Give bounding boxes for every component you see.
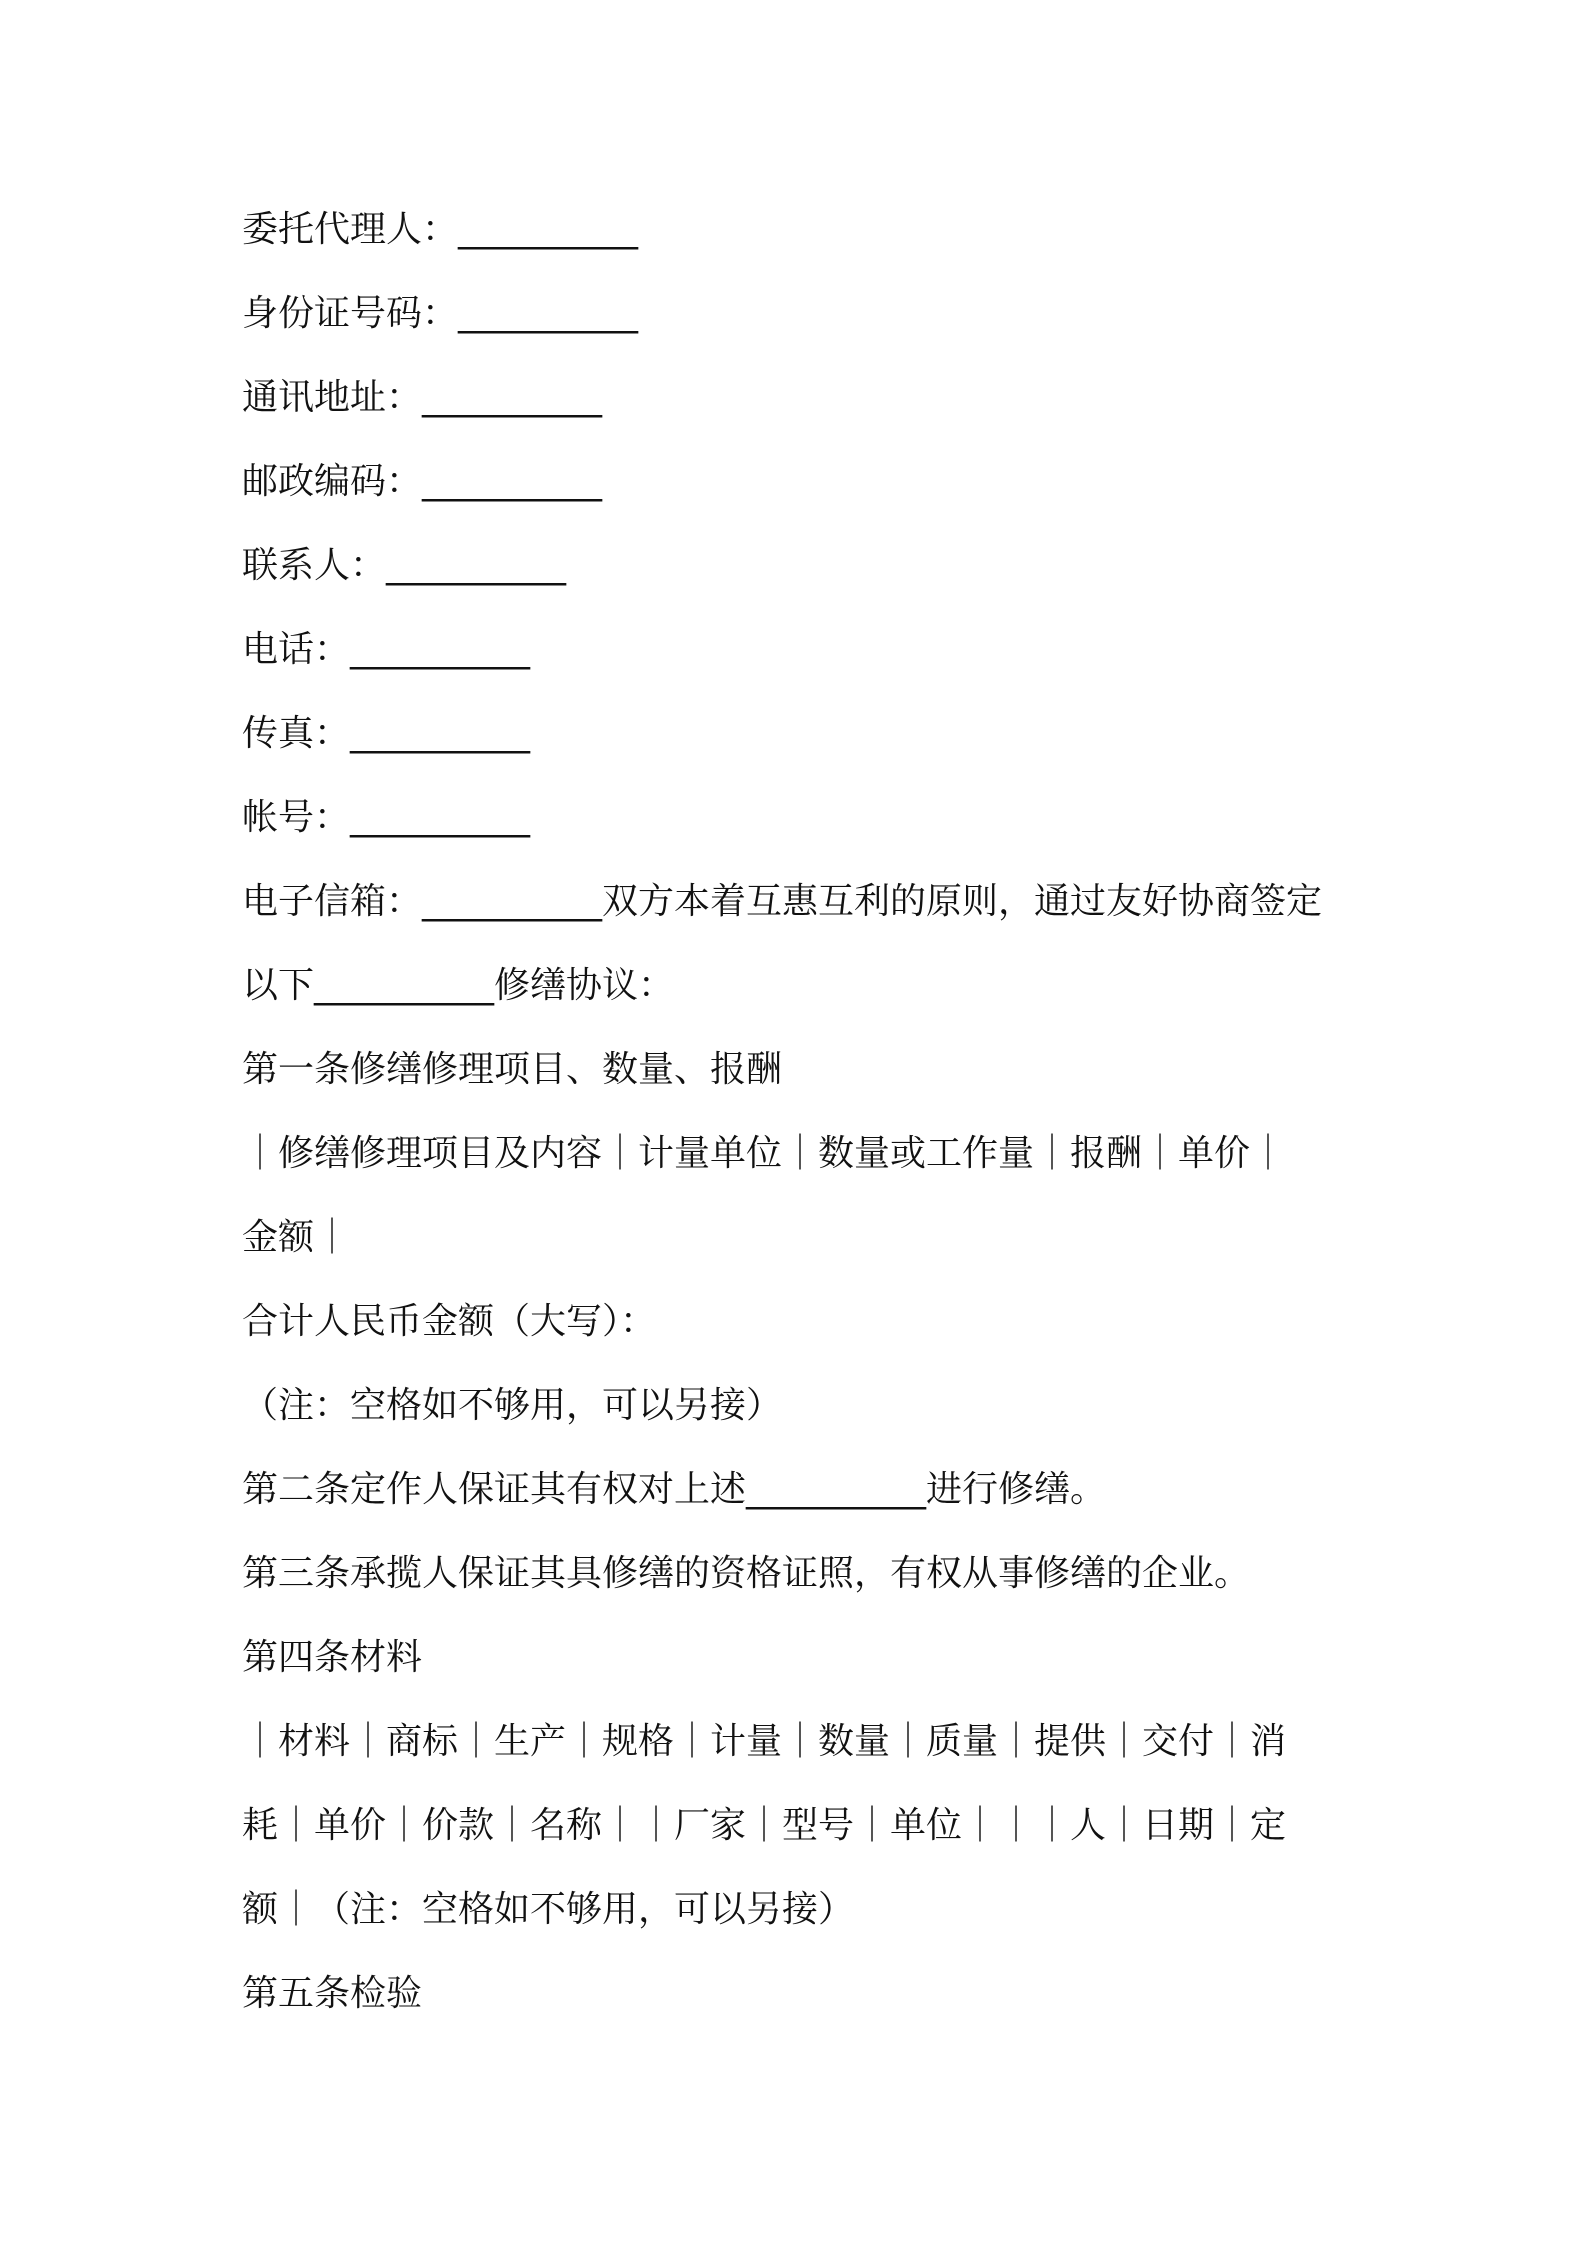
note-line: （注：空格如不够用，可以另接） [242, 1385, 783, 1426]
document-page [242, 200, 1362, 2048]
mailing-address-line: 通讯地址：__________ [242, 377, 603, 418]
article-5-heading: 第五条检验 [242, 1973, 423, 2014]
fax-line: 传真：__________ [242, 713, 531, 754]
total-amount-line: 合计人民币金额（大写）： [242, 1301, 657, 1342]
article-1-heading: 第一条修缮修理项目、数量、报酬 [242, 1049, 783, 1090]
id-number-line: 身份证号码：__________ [242, 293, 639, 334]
article-3-line: 第三条承揽人保证其具修缮的资格证照，有权从事修缮的企业。 [242, 1553, 1251, 1594]
phone-line: 电话：__________ [242, 629, 531, 670]
postal-code-line: 邮政编码：__________ [242, 461, 603, 502]
materials-table-row-1: ｜材料｜商标｜生产｜规格｜计量｜数量｜质量｜提供｜交付｜消 [242, 1721, 1287, 1762]
article-1-table-header-cont: 金额｜ [242, 1217, 351, 1258]
entrusted-agent-line: 委托代理人：__________ [242, 209, 639, 250]
article-2-line: 第二条定作人保证其有权对上述__________进行修缮。 [242, 1469, 1107, 1510]
materials-table-row-3: 额｜（注：空格如不够用，可以另接） [242, 1889, 855, 1930]
email-line: 电子信箱：__________双方本着互惠互利的原则，通过友好协商签定 [242, 881, 1323, 922]
agreement-intro-line: 以下__________修缮协议： [242, 965, 675, 1006]
contact-person-line: 联系人：__________ [242, 545, 567, 586]
article-1-table-header: ｜修缮修理项目及内容｜计量单位｜数量或工作量｜报酬｜单价｜ [242, 1133, 1287, 1174]
materials-table-row-2: 耗｜单价｜价款｜名称｜｜厂家｜型号｜单位｜｜｜人｜日期｜定 [242, 1805, 1287, 1846]
account-number-line: 帐号：__________ [242, 797, 531, 838]
article-4-heading: 第四条材料 [242, 1637, 423, 1678]
